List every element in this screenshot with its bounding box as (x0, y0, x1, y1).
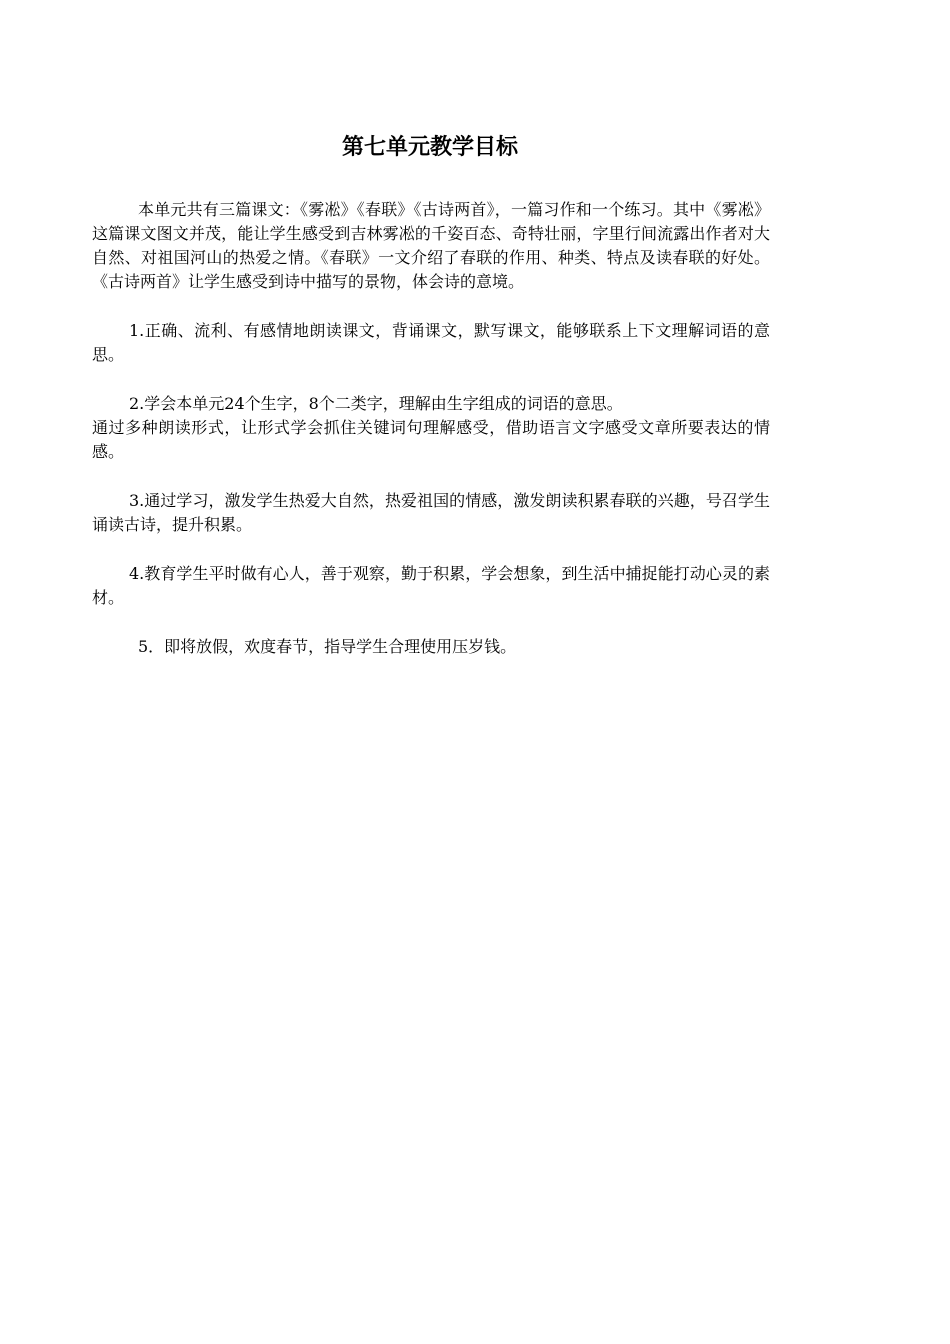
paragraph-spacer (92, 464, 770, 489)
goal-item-5: 5．即将放假，欢度春节，指导学生合理使用压岁钱。 (138, 637, 517, 656)
paragraph-spacer (92, 367, 770, 392)
goal-item-2-continuation: 通过多种朗读形式，让形式学会抓住关键词句理解感受，借助语言文字感受文章所要表达的情感。 (92, 418, 770, 461)
page-title: 第七单元教学目标 (341, 135, 518, 160)
document-body (92, 198, 770, 659)
paragraph-spacer (92, 537, 770, 562)
goal-item-4: 4.教育学生平时做有心人，善于观察，勤于积累，学会想象，到生活中捕捉能打动心灵的素材。 (92, 564, 770, 607)
intro-paragraph: 本单元共有三篇课文：《雾凇》《春联》《古诗两首》，一篇习作和一个练习。其中《雾凇》这篇课文图文并茂，能让学生感受到吉林雾凇的千姿百态、奇特壮丽，字里行间流露出作者对大自然、对祖国河山的热爱之情。《春联》一文介绍了春联的作用、种类、特点及读春联的好处。《古诗两首》让学生感受到诗中描写的景物，体会诗的意境。 (92, 200, 770, 291)
goal-item-3: 3.通过学习，激发学生热爱大自然，热爱祖国的情感，激发朗读积累春联的兴趣，号召学生诵读古诗，提升积累。 (92, 491, 770, 534)
paragraph-spacer (92, 610, 770, 635)
goal-item-2: 2.学会本单元24个生字，8个二类字，理解由生字组成的词语的意思。 (129, 394, 623, 413)
goal-item-1: 1.正确、流利、有感情地朗读课文，背诵课文，默写课文，能够联系上下文理解词语的意思。 (92, 321, 770, 364)
paragraph-spacer (92, 294, 770, 319)
